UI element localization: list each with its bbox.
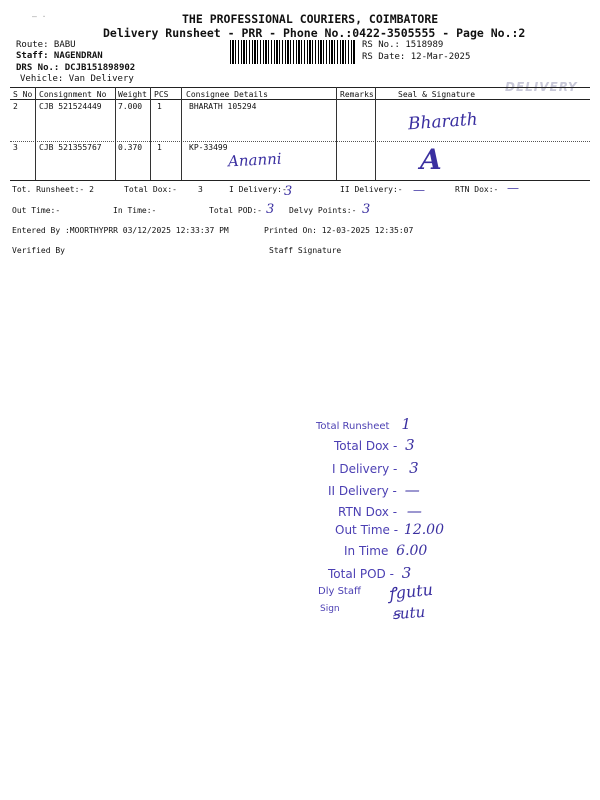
drs-number: DRS No.: DCJB151898902 <box>16 63 136 73</box>
row-1-pcs: 1 <box>157 102 162 111</box>
row-1-consignment: CJB 521524449 <box>39 102 102 111</box>
delvy-points-label: Delvy Points:- <box>289 206 357 215</box>
row-2-sno: 3 <box>13 143 18 152</box>
scan-smudge: — · <box>32 12 47 21</box>
stamp-label: Total Dox - <box>334 439 398 453</box>
stamp-label: Dly Staff <box>318 586 361 597</box>
stamp-label: II Delivery - <box>328 484 397 498</box>
col-header-weight: Weight <box>118 90 147 99</box>
stamp-value: 3 <box>405 436 415 454</box>
row-1-sno: 2 <box>13 102 18 111</box>
staff-signature: Staff Signature <box>269 246 342 255</box>
total-pod-label: Total POD:- <box>209 206 262 215</box>
rtn-dox-label: RTN Dox:- <box>455 185 499 194</box>
row-1-consignee: BHARATH 105294 <box>189 102 257 111</box>
stamp-value: 3 <box>409 459 419 477</box>
stamp-label: RTN Dox - <box>338 505 398 519</box>
stamp-value: 3 <box>401 564 412 582</box>
rtn-dox-value: — <box>507 181 519 195</box>
total-dox-value: 3 <box>198 185 203 194</box>
col-header-consignee: Consignee Details <box>186 90 268 99</box>
table-header-border <box>10 99 590 100</box>
stamp-line-runsheet <box>316 415 411 433</box>
stamp-value: 1 <box>401 415 411 433</box>
col-header-pcs: PCS <box>154 90 169 99</box>
i-delivery-value: 3 <box>284 184 293 199</box>
stamp-label: I Delivery - <box>332 462 398 476</box>
row-2-signature: A <box>420 143 442 176</box>
stamp-line-i-delivery <box>332 459 419 477</box>
stamp-label: Total POD - <box>328 567 394 581</box>
stamp-label: Out Time - <box>335 523 399 537</box>
rs-date: RS Date: 12-Mar-2025 <box>362 52 471 62</box>
vehicle-label: Vehicle: Van Delivery <box>20 74 134 84</box>
row-2-pcs: 1 <box>157 143 162 152</box>
row-2-consignment: CJB 521355767 <box>39 143 102 152</box>
ii-delivery-label: II Delivery:- <box>340 185 403 194</box>
route-label: Route: BABU <box>16 40 76 50</box>
in-time: In Time:- <box>113 206 157 215</box>
stamp-label: In Time <box>344 544 389 558</box>
col-divider <box>35 87 36 180</box>
stamp-line-rtn-dox <box>338 502 422 520</box>
row-2-consignee: KP-33499 <box>189 143 228 152</box>
row-separator <box>10 141 590 142</box>
stamp-label: Total Runsheet <box>316 421 390 432</box>
col-divider <box>375 87 376 180</box>
stamp-signature-scribble: ꝭgutu <box>387 579 434 604</box>
company-title: THE PROFESSIONAL COURIERS, COIMBATORE <box>182 12 439 26</box>
stamp-value: — <box>404 481 420 499</box>
col-divider <box>336 87 337 180</box>
table-top-border <box>10 87 590 88</box>
row-1-signature: Bharath <box>407 109 479 135</box>
stamp-signature-scribble: ꞩutu <box>391 602 426 624</box>
stamp-value: 6.00 <box>396 543 428 559</box>
row-1-weight: 7.000 <box>118 102 143 111</box>
col-divider <box>115 87 116 180</box>
col-divider <box>181 87 182 180</box>
verified-by: Verified By <box>12 246 65 255</box>
row-2-handwritten-name: Ananni <box>227 149 282 171</box>
stamp-line-total-dox <box>334 436 415 454</box>
col-divider <box>150 87 151 180</box>
out-time: Out Time:- <box>12 206 61 215</box>
stamp-value: 12.00 <box>403 522 445 538</box>
runsheet-subtitle: Delivery Runsheet - PRR - Phone No.:0422-3505555 - Page No.:2 <box>103 26 526 40</box>
col-header-remarks: Remarks <box>340 90 374 99</box>
entered-by: Entered By :MOORTHYPRR 03/12/2025 12:33:37 PM <box>12 226 229 235</box>
barcode <box>230 40 355 64</box>
total-pod-value: 3 <box>266 202 275 217</box>
col-header-sno: S No <box>13 90 33 99</box>
printed-on: Printed On: 12-03-2025 12:35:07 <box>264 226 414 235</box>
stamp-line-ii-delivery <box>328 481 420 499</box>
total-dox-label: Total Dox:- <box>124 185 177 194</box>
i-delivery-label: I Delivery:- <box>229 185 287 194</box>
stamp-line-out-time <box>335 522 444 538</box>
stamp-line-dly-staff <box>318 586 361 597</box>
stamp-value: — <box>406 502 422 520</box>
ii-delivery-value: — <box>413 183 425 197</box>
table-bottom-border <box>10 180 590 181</box>
stamp-line-total-pod <box>328 564 411 582</box>
row-2-weight: 0.370 <box>118 143 143 152</box>
stamp-label: Sign <box>320 604 340 614</box>
delvy-points-value: 3 <box>362 202 371 217</box>
tot-runsheet: Tot. Runsheet:- 2 <box>12 185 94 194</box>
col-header-consignment: Consignment No <box>39 90 107 99</box>
col-header-signature: Seal & Signature <box>398 90 476 99</box>
stamp-line-in-time <box>344 543 427 559</box>
stamp-line-sign <box>320 604 340 614</box>
rs-number: RS No.: 1518989 <box>362 40 444 50</box>
staff-label: Staff: NAGENDRAN <box>16 51 103 61</box>
corner-stamp: DELIVERY <box>505 80 578 94</box>
